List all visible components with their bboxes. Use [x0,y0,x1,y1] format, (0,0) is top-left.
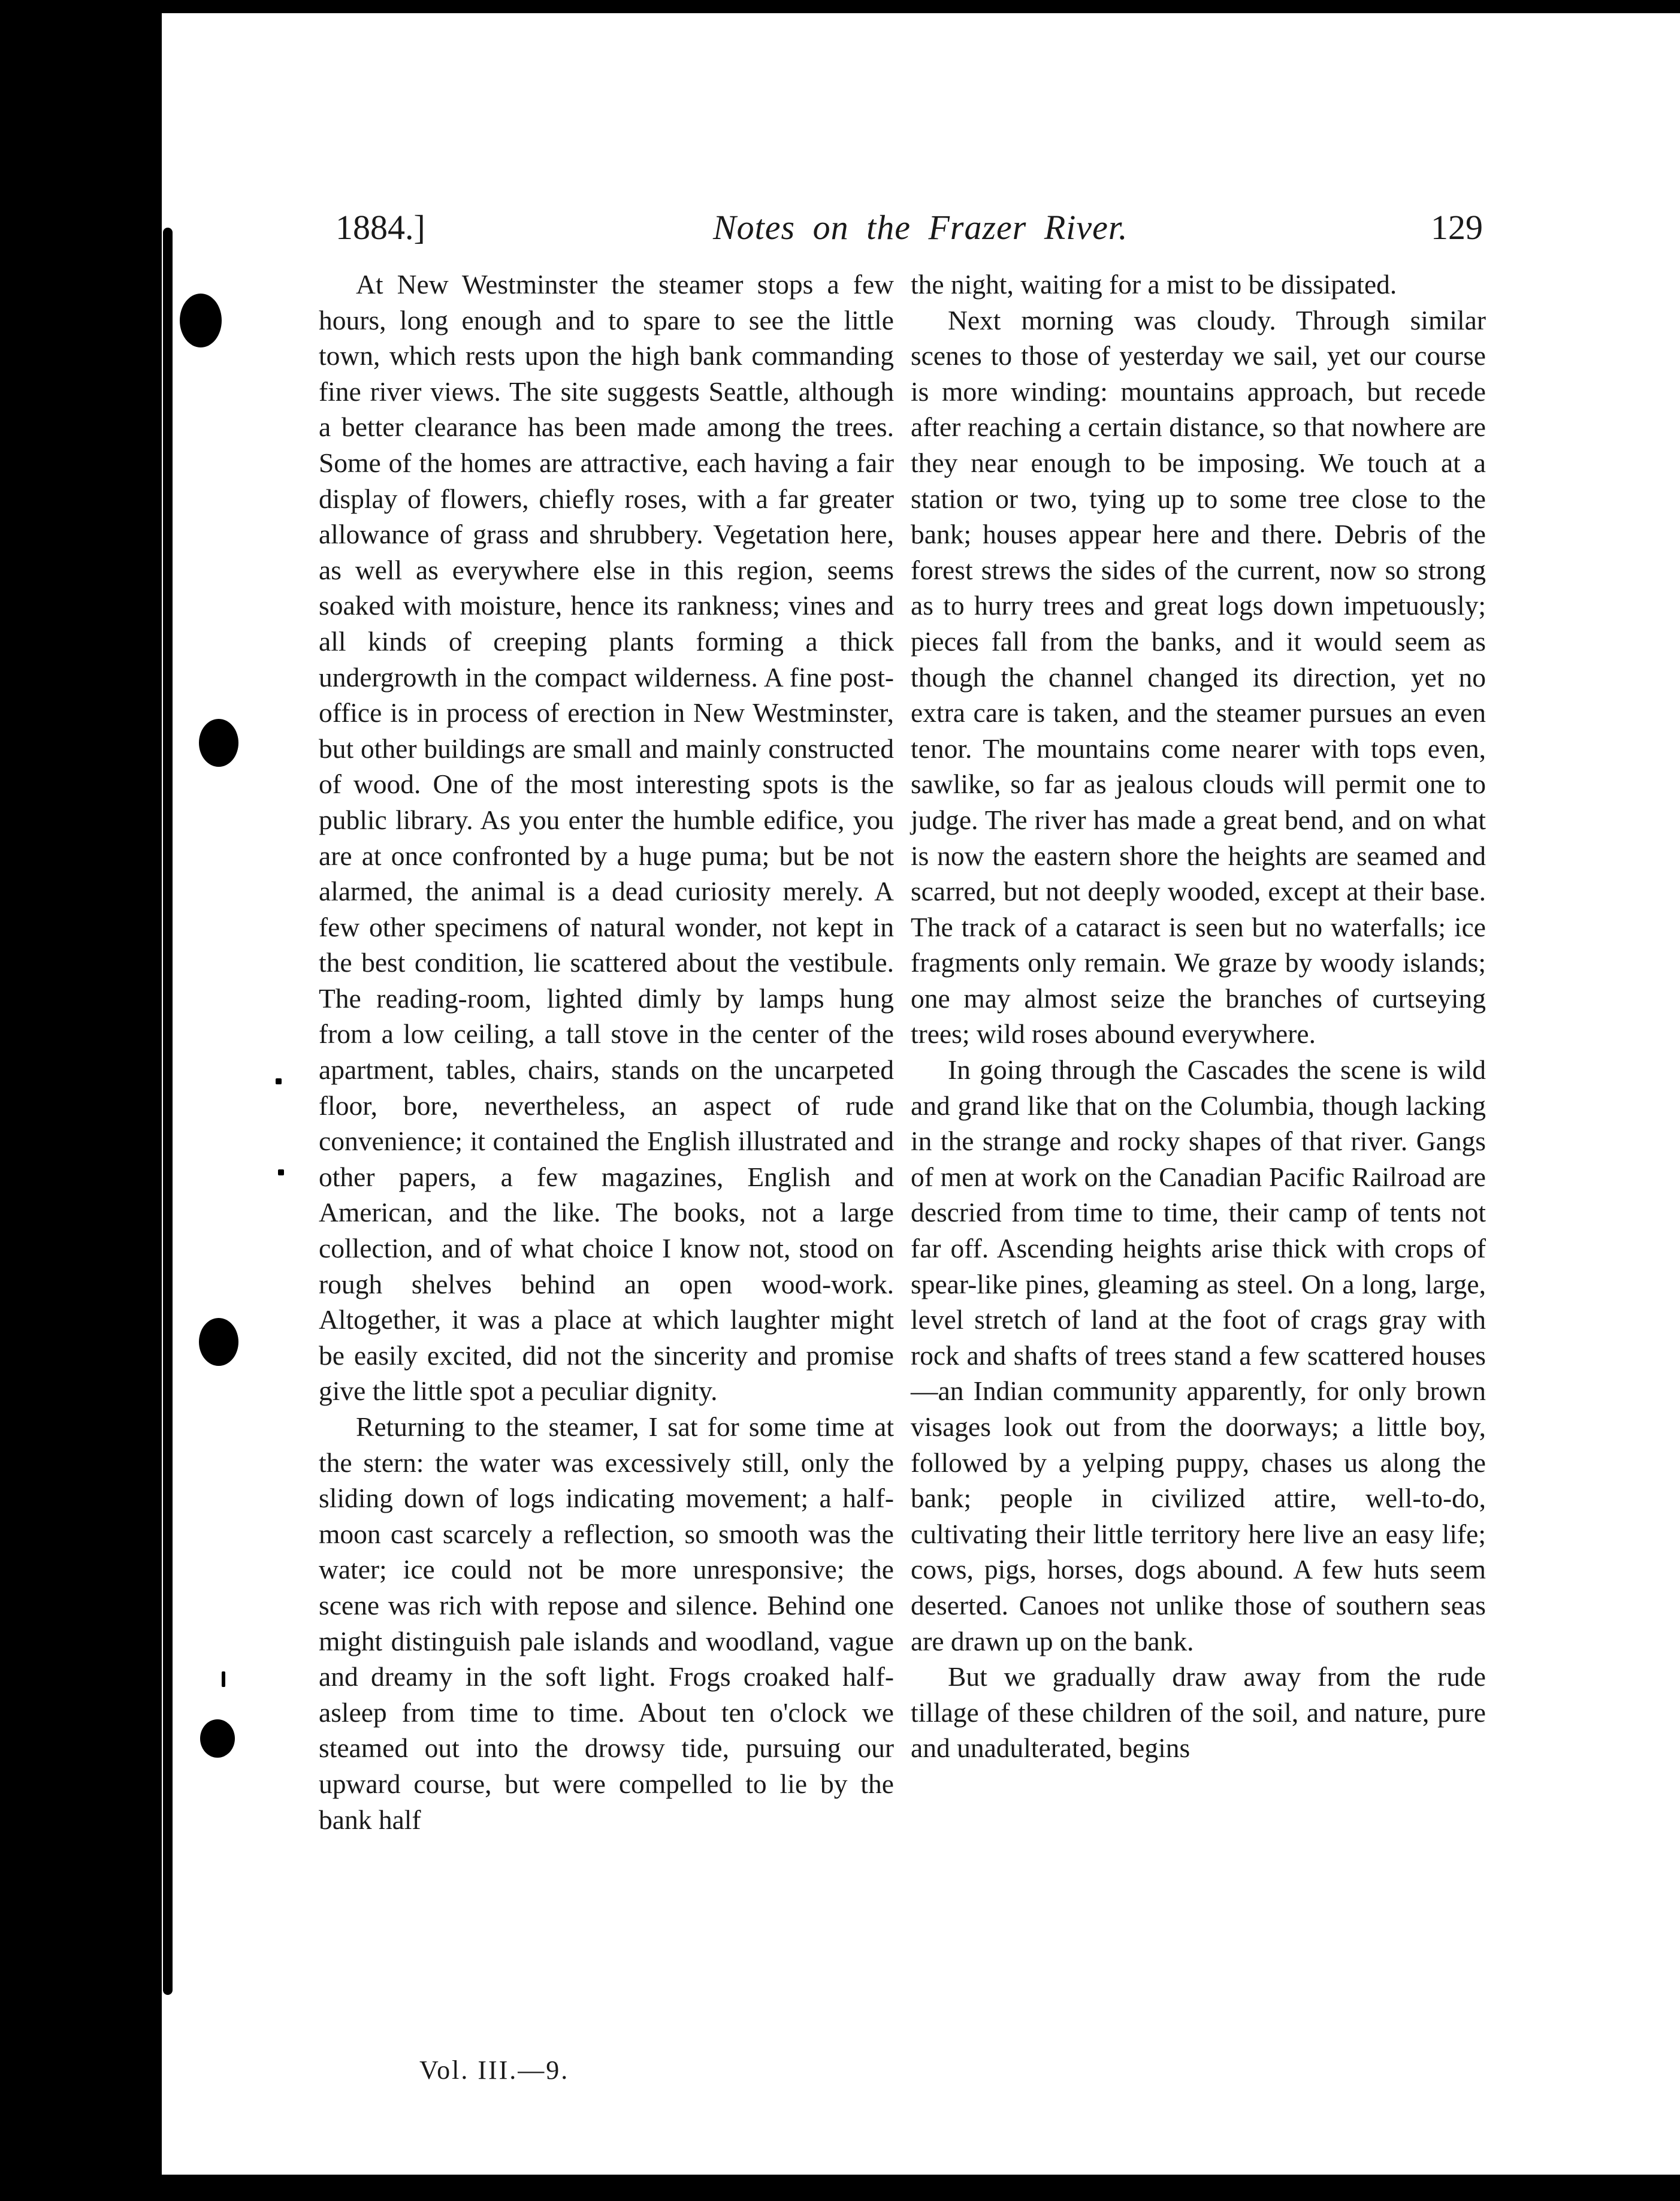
scan-speck [222,1671,225,1687]
binding-line [163,228,173,1995]
paragraph: But we gradually draw away from the rude tillage of these children of the soil, and nature, pure and unadulterated, begins [911,1661,1486,1764]
paragraph: At New Westminster the steamer stops a few hours, long enough and to spare to see the little town, which rests upon the high bank commanding fine river views. The site suggests Seattle, although a better clearance has been made among the trees. Some of the homes are attractive, each having a fair display of flowers, chiefly roses, with a far greater allowance of grass and shrubbery. Vegetation here, as well as everywhere else in this region, seems soaked with moisture, hence its rankness; vines and all kinds of creeping plants forming a thick undergrowth in the compact wilderness. A fine post-office is in process of erection in New Westminster, but other buildings are small and mainly constructed of wood. One of the most interesting spots is the public library. As you enter the humble edifice, you are at once confronted by a huge puma; but be not alarmed, the animal is a dead curiosity merely. A few other specimens of natural wonder, not kept in the best condition, lie scattered about the vestibule. The reading-room, lighted dimly by lamps hung from a low ceiling, a tall stove in the center of the apartment, tables, chairs, stands on the uncarpeted floor, bore, nevertheless, an aspect of rude convenience; it contained the English illustrated and other papers, a few magazines, English and American, and the like. The books, not a large collection, and of what choice I know not, stood on rough shelves behind an open wood-work. Altogether, it was a place at which laughter might be easily excited, did not the sincerity and promise give the little spot a peculiar dignity. [319,269,894,1407]
paragraph: the night, waiting for a mist to be dissipated. [911,269,1397,300]
punch-hole [199,719,238,767]
scan-border-bottom [0,2175,1680,2201]
running-header-title: Notes on the Frazer River. [713,208,1128,247]
punch-hole [89,1312,128,1360]
punch-hole [95,1713,129,1752]
running-header-year: 1884.] [336,208,425,247]
paragraph: Next morning was cloudy. Through similar scenes to those of yesterday we sail, yet our course is more winding: mountains approach, but recede after reaching a certain distance, so that nowhere are they near enough to be imposing. We touch at a station or two, tying up to some tree close to the bank; houses appear here and there. Debris of the forest strews the sides of the current, now so strong as to hurry trees and great logs down impetuously; pieces fall from the banks, and it would seem as though the channel changed its direction, yet no extra care is taken, and the steamer pursues an even tenor. The mountains come nearer with tops even, sawlike, so far as jealous clouds will permit one to judge. The river has made a great bend, and on what is now the eastern shore the heights are seamed and scarred, but not deeply wooded, except at their base. The track of a cataract is seen but no waterfalls; ice fragments only remain. We graze by woody islands; one may almost seize the branches of curtseying trees; wild roses abound everywhere. [911,304,1486,1050]
scan-speck [278,1169,284,1175]
page-number: 129 [1431,208,1483,247]
scan-speck [276,1078,282,1084]
punch-hole [180,294,222,347]
scan-border-left [0,0,162,2201]
paragraph: In going through the Cascades the scene is wild and grand like that on the Columbia, though lacking in the strange and rocky shapes of that river. Gangs of men at work on the Canadian Pacific Railroad are descried from time to time, their camp of tents not far off. Ascending heights arise thick with crops of spear-like pines, gleaming as steel. On a long, large, level stretch of land at the foot of crags gray with rock and shafts of trees stand a few scattered houses—an Indian community apparently, for only brown visages look out from the doorways; a little boy, followed by a yelping puppy, chases us along the bank; people in civilized attire, well-to-do, cultivating their little territory here live an easy life; cows, pigs, horses, dogs abound. A few huts seem deserted. Canoes not unlike those of southern seas are drawn up on the bank. [911,1054,1486,1656]
paragraph: Returning to the steamer, I sat for some time at the stern: the water was excessively still, only the sliding down of logs indicating movement; a half-moon cast scarcely a reflection, so smooth was the water; ice could not be more unresponsive; the scene was rich with repose and silence. Behind one might distinguish pale islands and woodland, vague and dreamy in the soft light. Frogs croaked half-asleep from time to time. About ten o'clock we steamed out into the drowsy tide, pursuing our upward course, but were compelled to lie by the bank half [319,1411,894,1835]
punch-hole [200,1719,235,1758]
signature-mark: Vol. III.—9. [419,2055,570,2085]
scan-speck [108,1665,119,1683]
punch-hole [89,713,128,761]
scan-speck [53,1078,59,1095]
punch-hole [199,1318,238,1366]
scan-border-top [0,0,1680,13]
scan-speck [58,1165,66,1171]
text-column-left [319,267,894,1837]
text-column-right [911,267,1486,1766]
